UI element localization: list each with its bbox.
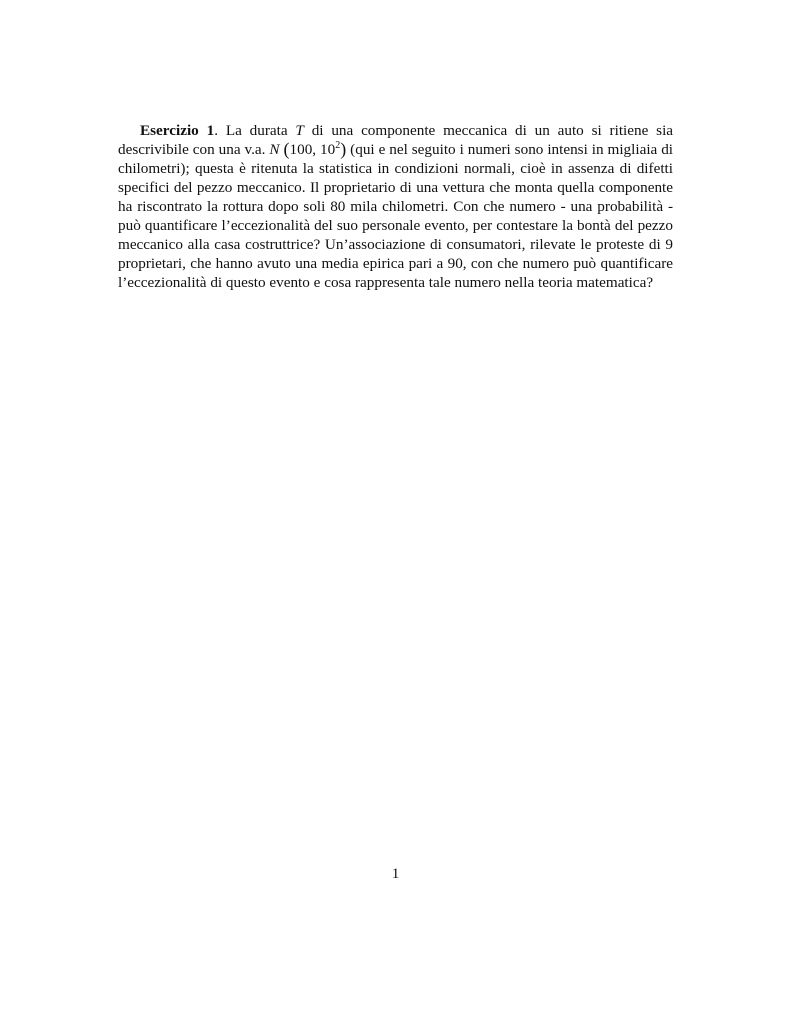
variable-t: T [295, 122, 304, 139]
paren-close: ) [340, 139, 347, 159]
variable-n: N [269, 141, 280, 158]
exercise-label: Esercizio 1 [140, 122, 215, 139]
normal-args: 100, 10 [289, 141, 336, 158]
exercise-label-suffix: . [214, 122, 226, 139]
exercise-text-part-1: La durata [225, 122, 296, 139]
exercise-text-part-3: (qui e nel seguito i numeri sono intensi in migliaia di chilometri); questa è ritenuta la statistica in condizioni normali, cioè in assenza di difetti specifici del pezzo meccanico. Il proprietario di una vettura che monta quella componente ha riscontrato la rottura dopo soli 80 mila chilometri. Con che numero - una probabilità - può quantificare l’eccezionalità del suo personale evento, per contestare la bontà del pezzo meccanico alla casa costruttrice? Un’associazione di consumatori, rilevate le proteste di 9 proprietari, che hanno avuto una media epirica pari a 90, con che numero può quantificare l’eccezionalità di questo evento e cosa rappresenta tale numero nella teoria matematica? [118, 141, 674, 291]
page-number: 1 [391, 865, 400, 882]
paren-open: ( [283, 139, 290, 159]
exercise-text-part-2: di una componente meccanica di un auto si ritiene sia descrivibile con una v.a. [118, 122, 674, 158]
normal-exponent: 2 [335, 140, 341, 151]
exercise-paragraph [118, 121, 673, 292]
